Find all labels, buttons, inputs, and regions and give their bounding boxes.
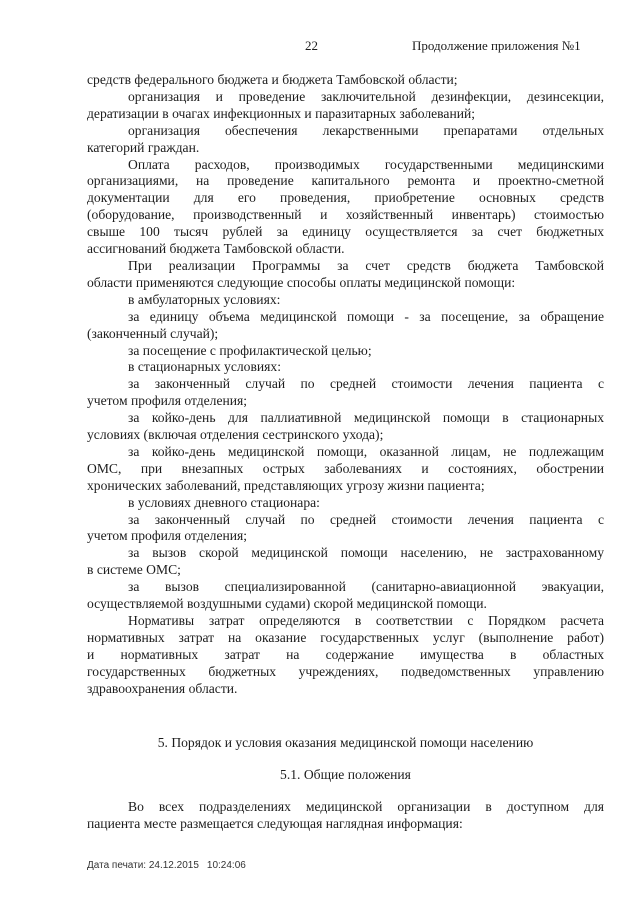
paragraph — [87, 123, 604, 157]
paragraph-line: в стационарных условиях: — [128, 359, 281, 375]
paragraph-line: здравоохранения области. — [87, 680, 238, 696]
paragraph — [87, 545, 604, 579]
paragraph — [87, 613, 604, 698]
paragraph-line: пациента месте размещается следующая наглядная информация: — [87, 815, 463, 831]
paragraph-line: за законченный случай по средней стоимости лечения пациента с — [128, 376, 604, 392]
paragraph-line: категорий граждан. — [87, 139, 200, 155]
paragraph-line: за единицу объема медицинской помощи - за посещение, за обращение — [128, 308, 604, 324]
paragraph — [87, 512, 604, 546]
paragraph — [87, 579, 604, 613]
paragraph — [87, 292, 604, 309]
paragraph-line: учетом профиля отделения; — [87, 528, 248, 544]
paragraph-line: за койко-день медицинской помощи, оказанной лицам, не подлежащим — [128, 443, 604, 459]
paragraph — [87, 157, 604, 258]
paragraph — [87, 444, 604, 495]
paragraph-line: государственных бюджетных учреждениях, подведомственных управлению — [87, 663, 604, 679]
paragraph — [87, 359, 604, 376]
paragraph-line: организация и проведение заключительной дезинфекции, дезинсекции, — [128, 88, 604, 104]
subsection-heading: 5.1. Общие положения — [280, 767, 411, 782]
intro-paragraph-container — [87, 799, 604, 833]
paragraph — [87, 495, 604, 512]
paragraph-line: При реализации Программы за счет средств бюджета Тамбовской — [128, 257, 604, 273]
paragraph — [87, 72, 604, 89]
intro-paragraph — [87, 799, 604, 833]
section-heading: 5. Порядок и условия оказания медицинской помощи населению — [157, 735, 534, 750]
paragraph-line: хронических заболеваний, представляющих угрозу жизни пациента; — [87, 477, 485, 493]
paragraph-line: за вызов специализированной (санитарно-авиационной эвакуации, — [128, 579, 604, 595]
paragraph-line: ОМС, при внезапных острых заболеваниях и состояниях, обострении — [87, 460, 604, 476]
paragraph-line: за койко-день для паллиативной медицинской помощи в стационарных — [128, 410, 604, 426]
paragraph-line: ассигнований бюджета Тамбовской области. — [87, 241, 345, 257]
paragraph-line: и нормативных затрат на содержание имущества в областных — [87, 646, 604, 662]
paragraph-line: документации для его проведения, приобретение основных средств — [87, 190, 604, 206]
page-number: 22 — [305, 38, 318, 53]
paragraph — [87, 376, 604, 410]
paragraph-line: в амбулаторных условиях: — [128, 291, 281, 307]
paragraph-line: учетом профиля отделения; — [87, 393, 248, 409]
paragraph-line: области применяются следующие способы оплаты медицинской помощи: — [87, 274, 516, 290]
paragraph-line: за вызов скорой медицинской помощи населению, не застрахованному — [128, 545, 604, 561]
paragraph-line: свыше 100 тысяч рублей за единицу осуществляется за счет бюджетных — [87, 224, 604, 240]
paragraph-line: Во всех подразделениях медицинской организации в доступном для — [128, 799, 604, 814]
paragraph-line: (оборудование, производственный и хозяйственный инвентарь) стоимостью — [87, 207, 604, 223]
paragraph-line: нормативных затрат на оказание государственных услуг (выполнение работ) — [87, 629, 604, 645]
print-date-footer — [87, 860, 246, 872]
paragraph-line: условиях (включая отделения сестринского ухода); — [87, 427, 384, 443]
paragraph-line: организация обеспечения лекарственными препаратами отдельных — [128, 122, 604, 138]
document-body — [87, 72, 604, 698]
paragraph-line: дератизации в очагах инфекционных и паразитарных заболеваний; — [87, 105, 476, 121]
paragraph-line: в системе ОМС; — [87, 562, 181, 578]
paragraph-line: осуществляемой воздушными судами) скорой медицинской помощи. — [87, 596, 487, 612]
paragraph-line: за посещение с профилактической целью; — [128, 342, 372, 358]
paragraph-line: средств федерального бюджета и бюджета Тамбовской области; — [87, 72, 458, 87]
paragraph-line: за законченный случай по средней стоимости лечения пациента с — [128, 511, 604, 527]
print-time: 10:24:06 — [206, 860, 246, 871]
paragraph-line: в условиях дневного стационара: — [128, 494, 320, 510]
paragraph-line: Нормативы затрат определяются в соответствии с Порядком расчета — [128, 613, 604, 628]
paragraph — [87, 89, 604, 123]
continuation-label: Продолжение приложения №1 — [412, 38, 581, 53]
paragraph-line: (законченный случай); — [87, 325, 219, 341]
paragraph — [87, 343, 604, 360]
paragraph — [87, 309, 604, 343]
paragraph — [87, 258, 604, 292]
print-date: Дата печати: 24.12.2015 — [87, 860, 199, 871]
paragraph-line: организациями, на проведение капитального ремонта и проектно-сметной — [87, 173, 604, 189]
paragraph-line: Оплата расходов, производимых государственными медицинскими — [128, 156, 604, 172]
paragraph — [87, 410, 604, 444]
